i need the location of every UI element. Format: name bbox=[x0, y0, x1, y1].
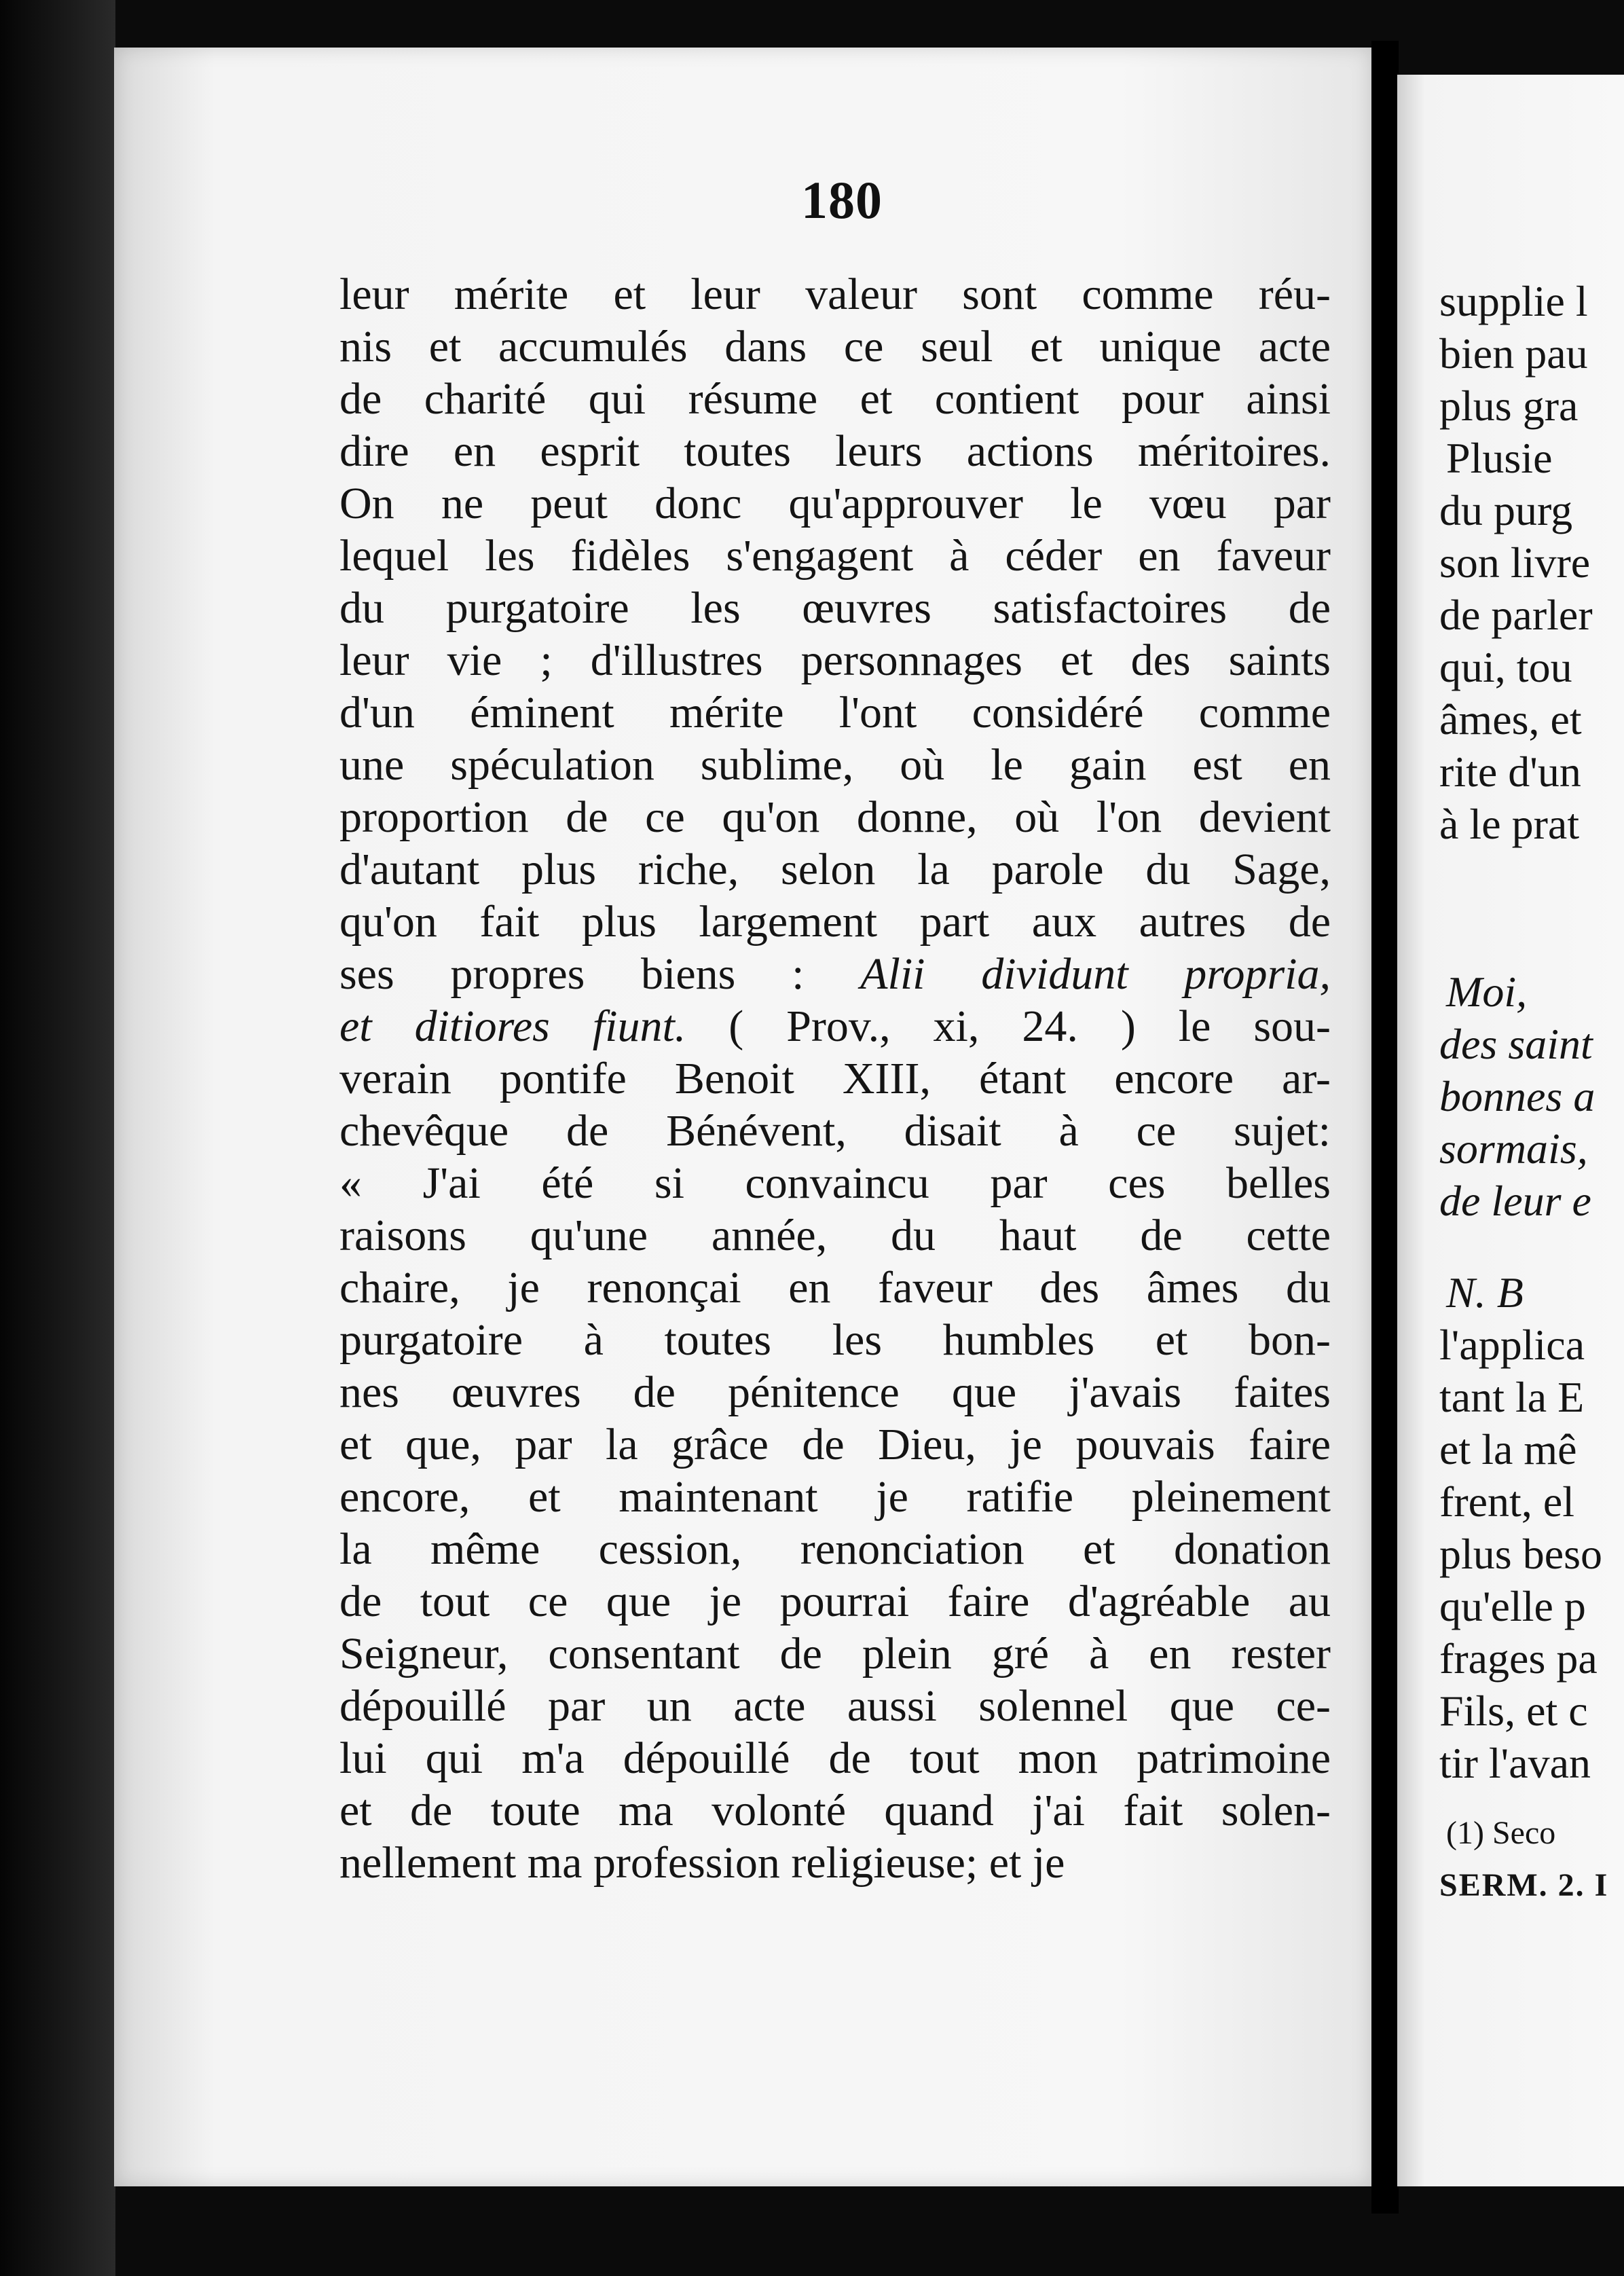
text-fragment: ses propres biens : bbox=[339, 949, 805, 999]
text-line: et la mê bbox=[1439, 1425, 1577, 1473]
left-page-text bbox=[339, 268, 1331, 1889]
italic-line: bonnes a bbox=[1439, 1072, 1595, 1120]
right-page-text bbox=[1439, 275, 1624, 1917]
text-line: qui, tou bbox=[1439, 643, 1572, 691]
text-line: l'applica bbox=[1439, 1321, 1585, 1369]
text-line: et de toute ma volonté quand j'ai fait solen- bbox=[339, 1786, 1331, 1835]
citation: ( Prov., xi, 24. ) bbox=[728, 1002, 1136, 1051]
latin-quote: Alii dividunt propria, bbox=[860, 949, 1331, 999]
text-line: tant la E bbox=[1439, 1373, 1585, 1421]
text-line: nis et accumulés dans ce seul et unique acte bbox=[339, 322, 1331, 371]
spacer bbox=[1439, 1227, 1624, 1266]
text-line: nellement ma profession religieuse; et je bbox=[339, 1838, 1065, 1888]
text-line: une spéculation sublime, où le gain est en bbox=[339, 740, 1331, 790]
nb-heading: N. B bbox=[1446, 1268, 1524, 1317]
text-line: de charité qui résume et contient pour ainsi bbox=[339, 374, 1331, 424]
text-line: lequel les fidèles s'engagent à céder en faveur bbox=[339, 531, 1331, 581]
text-line: d'un éminent mérite l'ont considéré comme bbox=[339, 688, 1331, 737]
text-line: rite d'un bbox=[1439, 748, 1581, 796]
text-line: de tout ce que je pourrai faire d'agréable au bbox=[339, 1577, 1331, 1626]
footnote bbox=[1439, 1865, 1624, 1917]
italic-line: des saint bbox=[1439, 1020, 1593, 1068]
text-line: son livre bbox=[1439, 538, 1591, 587]
text-line: la même cession, renonciation et donation bbox=[339, 1524, 1331, 1574]
text-line: bien pau bbox=[1439, 329, 1588, 378]
text-line: tir l'avan bbox=[1439, 1739, 1591, 1787]
text-line: d'autant plus riche, selon la parole du Sage, bbox=[339, 845, 1331, 894]
text-line: nes œuvres de pénitence que j'avais faites bbox=[339, 1368, 1331, 1417]
text-line: encore, et maintenant je ratifie pleinement bbox=[339, 1472, 1331, 1522]
latin-quote: et ditiores fiunt. bbox=[339, 1002, 686, 1051]
text-line: dépouillé par un acte aussi solennel que ce- bbox=[339, 1681, 1331, 1731]
text-line: chaire, je renonçai en faveur des âmes du bbox=[339, 1263, 1331, 1313]
text-line: « J'ai été si convaincu par ces belles bbox=[339, 1158, 1331, 1208]
text-line: On ne peut donc qu'approuver le vœu par bbox=[339, 479, 1331, 528]
text-line: dire en esprit toutes leurs actions méritoires. bbox=[339, 426, 1331, 476]
italic-line: sormais, bbox=[1439, 1124, 1588, 1173]
text-line: leur vie ; d'illustres personnages et des saints bbox=[339, 636, 1331, 685]
footnote-ref: SERM. 2. I bbox=[1439, 1867, 1609, 1903]
text-line: Seigneur, consentant de plein gré à en rester bbox=[339, 1629, 1331, 1678]
text-line: purgatoire à toutes les humbles et bon- bbox=[339, 1315, 1331, 1365]
text-line: du purgatoire les œuvres satisfactoires de bbox=[339, 583, 1331, 633]
text-fragment: le sou- bbox=[1178, 1002, 1331, 1051]
spacer bbox=[1439, 850, 1624, 966]
text-line: verain pontife Benoit XIII, étant encore ar- bbox=[339, 1054, 1331, 1103]
footnote: (1) Seco bbox=[1446, 1815, 1556, 1851]
italic-line: Moi, bbox=[1446, 968, 1528, 1016]
text-line: chevêque de Bénévent, disait à ce sujet: bbox=[339, 1106, 1331, 1156]
text-line: qu'elle p bbox=[1439, 1582, 1586, 1630]
text-line: Plusie bbox=[1446, 434, 1553, 482]
text-line: raisons qu'une année, du haut de cette bbox=[339, 1211, 1331, 1260]
text-line-with-citation bbox=[339, 1000, 1331, 1052]
text-line: Fils, et c bbox=[1439, 1687, 1588, 1735]
italic-line: de leur e bbox=[1439, 1177, 1591, 1225]
text-line: frages pa bbox=[1439, 1634, 1598, 1683]
text-line: du purg bbox=[1439, 486, 1573, 534]
text-line: leur mérite et leur valeur sont comme réu- bbox=[339, 270, 1331, 319]
text-line: âmes, et bbox=[1439, 695, 1582, 744]
text-line: proportion de ce qu'on donne, où l'on devient bbox=[339, 792, 1331, 842]
text-line: qu'on fait plus largement part aux autres de bbox=[339, 897, 1331, 947]
text-line: supplie l bbox=[1439, 277, 1588, 325]
text-line: plus gra bbox=[1439, 382, 1579, 430]
page-number: 180 bbox=[801, 170, 883, 230]
text-line: et que, par la grâce de Dieu, je pouvais faire bbox=[339, 1420, 1331, 1469]
text-line: de parler bbox=[1439, 591, 1593, 639]
text-line: frent, el bbox=[1439, 1477, 1574, 1526]
text-line: plus beso bbox=[1439, 1530, 1602, 1578]
text-line-with-quote bbox=[339, 948, 1331, 1000]
book-gutter bbox=[1371, 41, 1399, 2214]
text-line: lui qui m'a dépouillé de tout mon patrimoine bbox=[339, 1733, 1331, 1783]
book-binding-left bbox=[0, 0, 115, 2276]
spacer bbox=[1439, 1789, 1624, 1812]
text-line: à le prat bbox=[1439, 800, 1580, 848]
